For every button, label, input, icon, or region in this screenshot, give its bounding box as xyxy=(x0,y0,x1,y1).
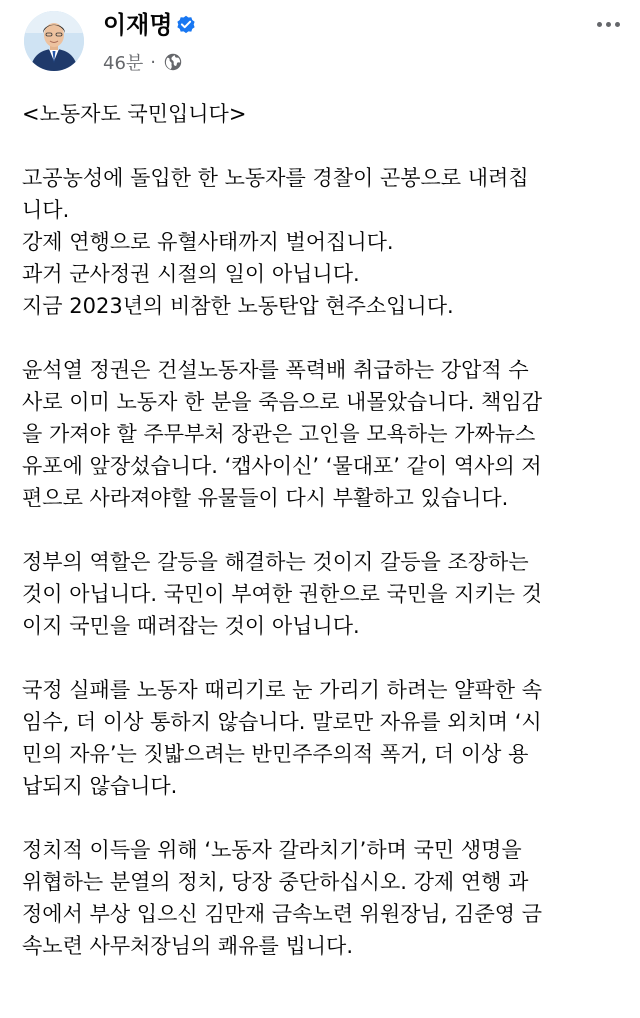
post-text-line: 위협하는 분열의 정치, 당장 중단하십시오. 강제 연행 과 xyxy=(22,870,529,894)
post-text-line: 정에서 부상 입으신 김만재 금속노련 위원장님, 김준영 금 xyxy=(22,902,542,926)
author-name[interactable]: 이재명 xyxy=(103,11,173,39)
paragraph-spacer xyxy=(22,130,622,162)
post-text-line: 윤석열 정권은 건설노동자를 폭력배 취급하는 강압적 수 xyxy=(22,358,529,382)
post-text-line: 사로 이미 노동자 한 분을 죽음으로 내몰았습니다. 책임감 xyxy=(22,390,542,414)
post-text-line: 과거 군사정권 시절의 일이 아닙니다. xyxy=(22,262,360,286)
post-text-line: 니다. xyxy=(22,198,70,222)
post-text-line: 납되지 않습니다. xyxy=(22,774,178,798)
post-text-line: 강제 연행으로 유혈사태까지 벌어집니다. xyxy=(22,230,394,254)
more-horizontal-icon xyxy=(597,22,602,27)
post-text-line: 정치적 이득을 위해 ‘노동자 갈라치기’하며 국민 생명을 xyxy=(22,838,522,862)
post-text xyxy=(22,98,622,962)
post-text-line: 국정 실패를 노동자 때리기로 눈 가리기 하려는 얄팍한 속 xyxy=(22,678,542,702)
meta-separator: · xyxy=(150,51,157,73)
post-text-line: 임수, 더 이상 통하지 않습니다. 말로만 자유를 외치며 ‘시 xyxy=(22,710,542,734)
paragraph-spacer xyxy=(22,322,622,354)
more-options-button[interactable] xyxy=(590,12,626,36)
post-text-line: 것이 아닙니다. 국민이 부여한 권한으로 국민을 지키는 것 xyxy=(22,582,542,606)
post-text-line: 유포에 앞장섰습니다. ‘캡사이신’ ‘물대포’ 같이 역사의 저 xyxy=(22,454,542,478)
author-avatar[interactable] xyxy=(24,11,84,71)
post-text-line: <노동자도 국민입니다> xyxy=(22,102,247,126)
post-text-line: 이지 국민을 때려잡는 것이 아닙니다. xyxy=(22,614,360,638)
post-text-line: 속노련 사무처장님의 쾌유를 빕니다. xyxy=(22,934,353,958)
post-text-line: 정부의 역할은 갈등을 해결하는 것이지 갈등을 조장하는 xyxy=(22,550,529,574)
post-text-line: 고공농성에 돌입한 한 노동자를 경찰이 곤봉으로 내려칩 xyxy=(22,166,529,190)
paragraph-spacer xyxy=(22,802,622,834)
post-meta xyxy=(103,50,182,74)
post-text-line: 지금 2023년의 비참한 노동탄압 현주소입니다. xyxy=(22,294,454,318)
more-horizontal-icon xyxy=(606,22,611,27)
more-horizontal-icon xyxy=(615,22,620,27)
avatar-image xyxy=(24,11,84,71)
globe-icon[interactable] xyxy=(164,53,182,71)
post-text-line: 을 가져야 할 주무부처 장관은 고인을 모욕하는 가짜뉴스 xyxy=(22,422,536,446)
post-header xyxy=(0,0,640,92)
post-timestamp[interactable]: 46분 xyxy=(103,53,144,74)
verified-badge-icon xyxy=(175,13,197,35)
post-text-line: 편으로 사라져야할 유물들이 다시 부활하고 있습니다. xyxy=(22,486,509,510)
paragraph-spacer xyxy=(22,642,622,674)
paragraph-spacer xyxy=(22,514,622,546)
post-text-line: 민의 자유’는 짓밟으려는 반민주주의적 폭거, 더 이상 용 xyxy=(22,742,529,766)
